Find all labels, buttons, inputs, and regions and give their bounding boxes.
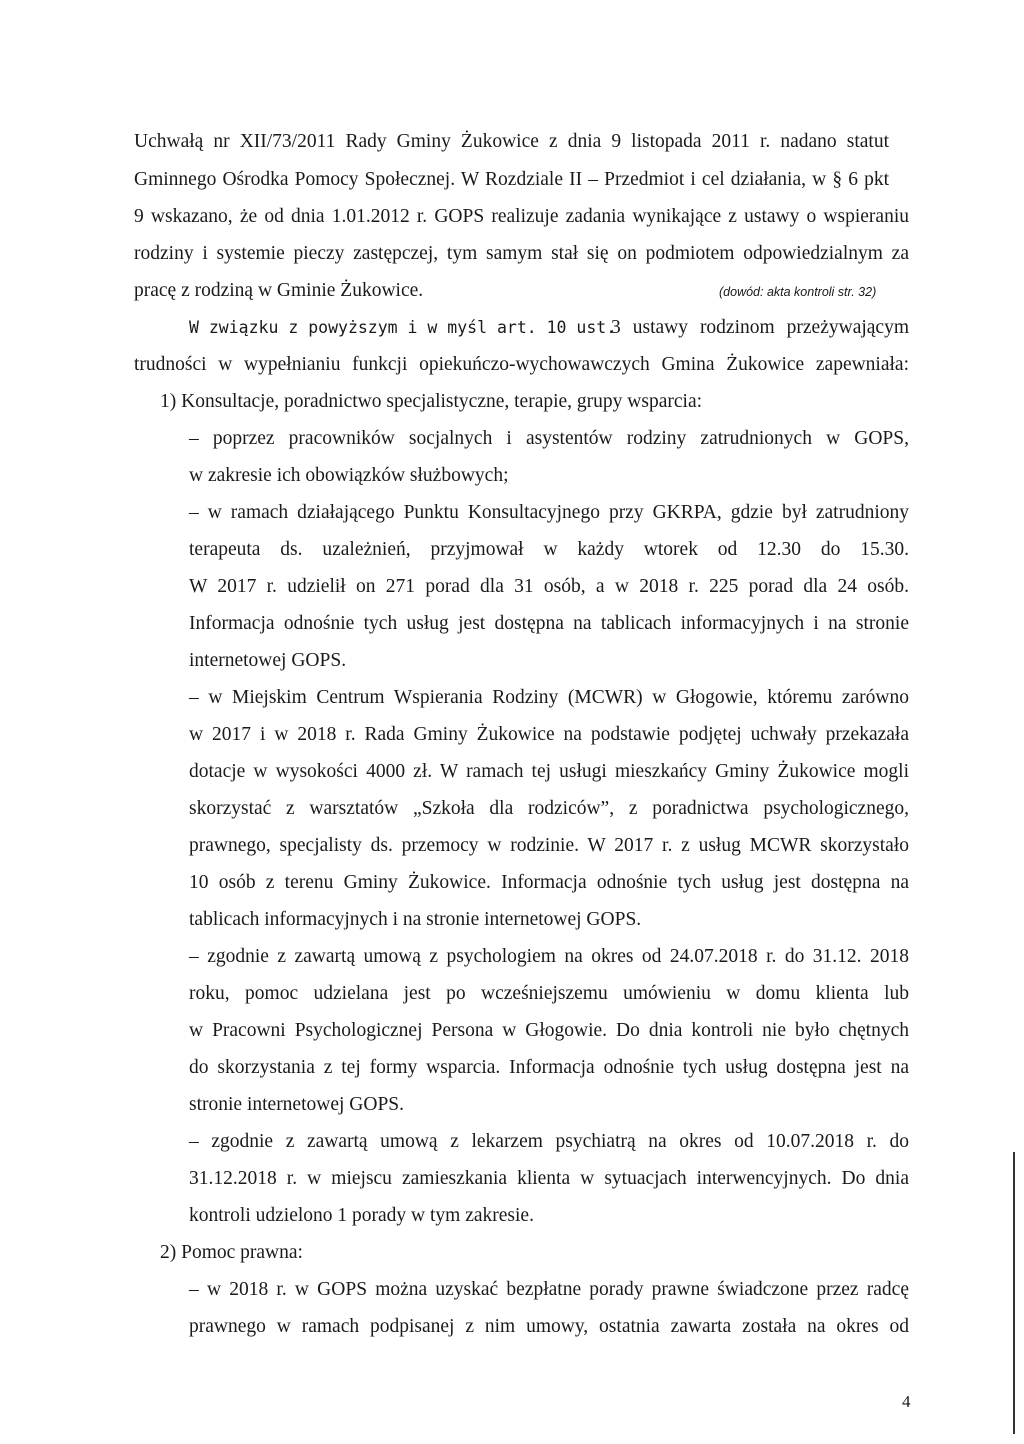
text-line: skorzystać z warsztatów „Szkoła dla rodziców”, z poradnictwa psychologicznego, (189, 798, 909, 819)
text-line: 10 osób z terenu Gminy Żukowice. Informacja odnośnie tych usług jest dostępna na (189, 872, 909, 893)
list-item: 1) Konsultacje, poradnictwo specjalistyczne, terapie, grupy wsparcia: (160, 391, 703, 412)
list-item: 2) Pomoc prawna: (160, 1242, 303, 1263)
list-item: – w Miejskim Centrum Wspierania Rodziny (MCWR) w Głogowie, któremu zarówno (189, 687, 909, 708)
list-item: – w ramach działającego Punktu Konsultacyjnego przy GKRPA, gdzie był zatrudniony (189, 502, 909, 523)
text-line: roku, pomoc udzielana jest po wcześniejszemu umówieniu w domu klienta lub (189, 983, 909, 1004)
text-line: 31.12.2018 r. w miejscu zamieszkania klienta w sytuacjach interwencyjnych. Do dnia (189, 1168, 909, 1189)
text-line: trudności w wypełnianiu funkcji opiekuńczo-wychowawczych Gmina Żukowice zapewniała: (134, 354, 909, 375)
text-line: do skorzystania z tej formy wsparcia. Informacja odnośnie tych usług dostępna jest na (189, 1057, 909, 1078)
list-item: – poprzez pracowników socjalnych i asystentów rodziny zatrudnionych w GOPS, (189, 428, 909, 449)
text-line: 3 ustawy rodzinom przeżywającym (611, 317, 909, 338)
text-line: dotacje w wysokości 4000 zł. W ramach tej usługi mieszkańcy Gminy Żukowice mogli (189, 761, 909, 782)
text-line: internetowej GOPS. (189, 650, 347, 671)
text-line: w zakresie ich obowiązków służbowych; (189, 465, 509, 486)
text-line: w Pracowni Psychologicznej Persona w Głogowie. Do dnia kontroli nie było chętnych (189, 1020, 909, 1041)
list-item: – zgodnie z zawartą umową z psychologiem na okres od 24.07.2018 r. do 31.12. 2018 (189, 946, 909, 967)
text-line: w 2017 i w 2018 r. Rada Gminy Żukowice na podstawie podjętej uchwały przekazała (189, 724, 909, 745)
text-line: Uchwałą nr XII/73/2011 Rady Gminy Żukowice z dnia 9 listopada 2011 r. nadano statut (134, 131, 889, 152)
list-item: – w 2018 r. w GOPS można uzyskać bezpłatne porady prawne świadczone przez radcę (189, 1279, 909, 1300)
text-line: prawnego, specjalisty ds. przemocy w rodzinie. W 2017 r. z usług MCWR skorzystało (189, 835, 909, 856)
text-line: Informacja odnośnie tych usług jest dostępna na tablicach informacyjnych i na stronie (189, 613, 909, 634)
scan-edge-line (1013, 1152, 1015, 1434)
page-number: 4 (902, 1392, 911, 1411)
text-line: W 2017 r. udzielił on 271 porad dla 31 osób, a w 2018 r. 225 porad dla 24 osób. (189, 576, 909, 597)
evidence-note: (dowód: akta kontroli str. 32) (719, 285, 877, 299)
text-line: stronie internetowej GOPS. (189, 1094, 405, 1115)
text-line: tablicach informacyjnych i na stronie internetowej GOPS. (189, 909, 642, 930)
text-line: W związku z powyższym i w myśl art. 10 ust. (189, 318, 617, 337)
text-line: terapeuta ds. uzależnień, przyjmował w każdy wtorek od 12.30 do 15.30. (189, 539, 909, 560)
text-line: prawnego w ramach podpisanej z nim umowy, ostatnia zawarta została na okres od (189, 1316, 909, 1337)
list-item: – zgodnie z zawartą umową z lekarzem psychiatrą na okres od 10.07.2018 r. do (189, 1131, 909, 1152)
text-line: rodziny i systemie pieczy zastępczej, tym samym stał się on podmiotem odpowiedzialnym za (134, 243, 909, 264)
text-line: kontroli udzielono 1 porady w tym zakresie. (189, 1205, 534, 1226)
text-line: Gminnego Ośrodka Pomocy Społecznej. W Rozdziale II – Przedmiot i cel działania, w § 6 pkt (134, 169, 889, 190)
text-line: 9 wskazano, że od dnia 1.01.2012 r. GOPS realizuje zadania wynikające z ustawy o wspieraniu (134, 206, 909, 227)
text-line: pracę z rodziną w Gminie Żukowice. (134, 280, 424, 301)
